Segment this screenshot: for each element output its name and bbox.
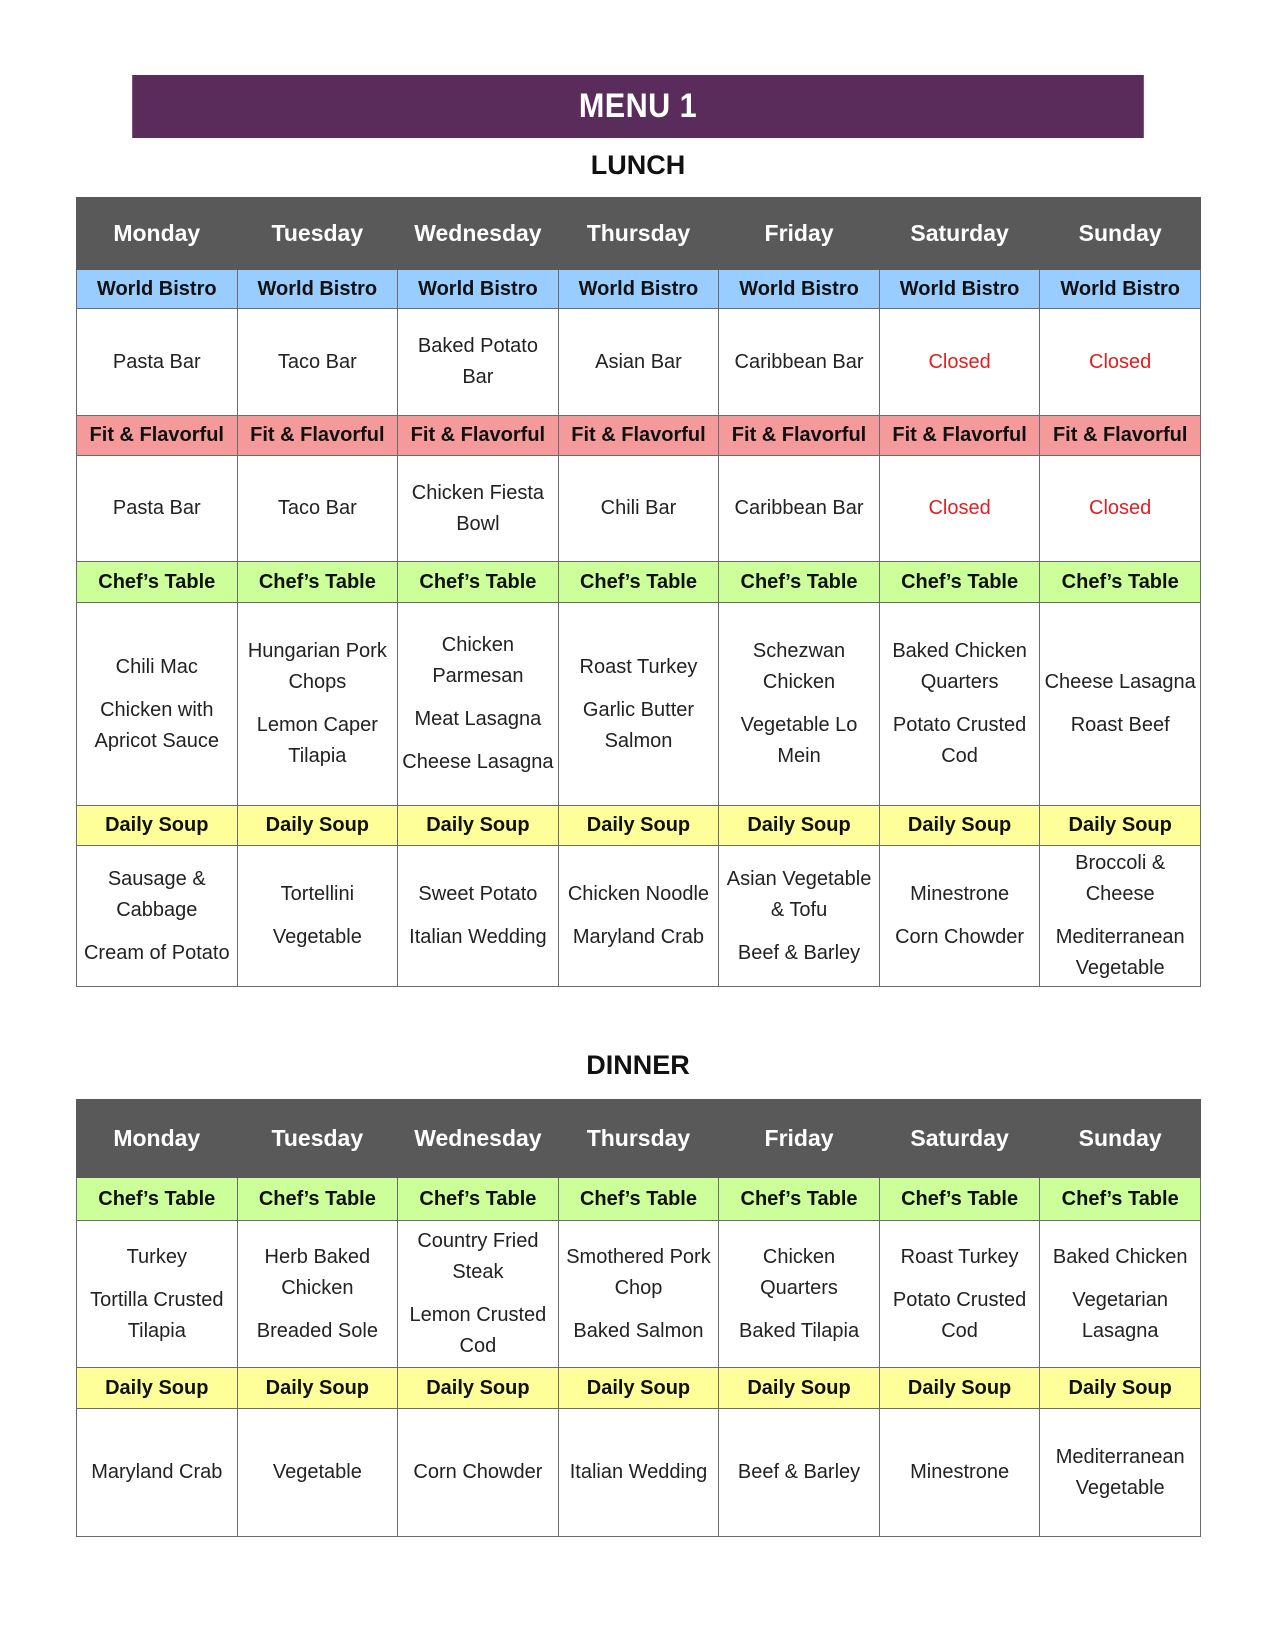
menu-item: Pasta Bar: [112, 497, 201, 519]
menu-item: Vegetable: [272, 1461, 362, 1483]
day-header-wednesday: Wednesday: [398, 1100, 559, 1178]
dinner-title: DINNER: [586, 1050, 690, 1080]
chef-cell-sunday: [1040, 603, 1201, 806]
chef-cell-friday: [719, 1221, 880, 1368]
menu-item: Caribbean Bar: [734, 350, 864, 373]
soup-label-friday: Daily Soup: [719, 1368, 880, 1409]
menu-item: Baked Salmon: [573, 1319, 704, 1342]
fit-cell-saturday: [879, 456, 1040, 562]
menu-title: MENU 1: [132, 75, 1144, 138]
menu-item: Schezwan Chicken: [752, 640, 846, 693]
menu-item: Chicken Noodle: [567, 883, 710, 905]
day-header-tuesday: Tuesday: [237, 198, 398, 270]
closed-label: Closed: [1089, 350, 1152, 373]
menu-item: Tortellini: [280, 883, 355, 905]
day-header-friday: Friday: [719, 1100, 880, 1178]
soup-label-saturday: Daily Soup: [879, 1368, 1040, 1409]
world-cell-friday: [719, 309, 880, 416]
chef-label-friday: Chef’s Table: [719, 562, 880, 603]
soup-label-sunday: Daily Soup: [1040, 806, 1201, 846]
soup-label-thursday: Daily Soup: [558, 806, 719, 846]
menu-item: Country Fried Steak: [417, 1230, 539, 1283]
chef-label-thursday: Chef’s Table: [558, 1178, 719, 1221]
dinner-soup-label-row: [77, 1368, 1201, 1409]
day-header-tuesday: Tuesday: [237, 1100, 398, 1178]
menu-item: Chicken Fiesta Bowl: [411, 481, 545, 535]
world-cell-wednesday: [398, 309, 559, 416]
menu-item: Vegetable Lo Mein: [740, 714, 858, 767]
menu-item: Mediterranean Vegetable: [1055, 926, 1185, 979]
menu-item: Chili Mac: [115, 655, 198, 678]
world-cell-saturday: [879, 309, 1040, 416]
lunch-chef-items-row: [77, 603, 1201, 806]
menu-item: Corn Chowder: [413, 1461, 543, 1483]
chef-label-saturday: Chef’s Table: [879, 562, 1040, 603]
soup-label-thursday: Daily Soup: [558, 1368, 719, 1409]
chef-label-sunday: Chef’s Table: [1040, 562, 1201, 603]
chef-cell-saturday: [879, 603, 1040, 806]
closed-label: Closed: [928, 497, 991, 519]
soup-cell-friday: [719, 1409, 880, 1537]
menu-item: Lemon Caper Tilapia: [256, 714, 378, 767]
fit-cell-sunday: [1040, 456, 1201, 562]
chef-label-monday: Chef’s Table: [77, 1178, 238, 1221]
closed-label: Closed: [1089, 497, 1152, 519]
soup-label-friday: Daily Soup: [719, 806, 880, 846]
lunch-table: [76, 197, 1201, 987]
chef-cell-tuesday: [237, 603, 398, 806]
fit-cell-tuesday: [237, 456, 398, 562]
menu-item: Meat Lasagna: [414, 708, 542, 730]
menu-item: Beef & Barley: [737, 1461, 861, 1483]
world-label-thursday: World Bistro: [558, 270, 719, 309]
menu-item: Taco Bar: [277, 350, 357, 373]
soup-cell-sunday: [1040, 1409, 1201, 1537]
menu-item: Mediterranean Vegetable: [1055, 1445, 1185, 1499]
chef-label-thursday: Chef’s Table: [558, 562, 719, 603]
day-header-wednesday: Wednesday: [398, 198, 559, 270]
chef-label-wednesday: Chef’s Table: [398, 1178, 559, 1221]
fit-cell-friday: [719, 456, 880, 562]
soup-cell-thursday: [558, 846, 719, 987]
menu-item: Minestrone: [910, 883, 1010, 905]
menu-item: Smothered Pork Chop: [566, 1245, 711, 1299]
lunch-world-label-row: [77, 270, 1201, 309]
dinner-chef-label-row: [77, 1178, 1201, 1221]
menu-item: Baked Potato Bar: [417, 335, 538, 388]
world-cell-tuesday: [237, 309, 398, 416]
menu-item: Herb Baked Chicken: [264, 1245, 371, 1299]
chef-cell-thursday: [558, 1221, 719, 1368]
dinner-table: [76, 1099, 1201, 1537]
lunch-soup-items-row: [77, 846, 1201, 987]
world-cell-thursday: [558, 309, 719, 416]
dinner-chef-items-row: [77, 1221, 1201, 1368]
menu-item: Broccoli & Cheese: [1075, 852, 1166, 905]
lunch-soup-label-row: [77, 806, 1201, 846]
fit-label-tuesday: Fit & Flavorful: [237, 416, 398, 456]
world-cell-sunday: [1040, 309, 1201, 416]
menu-item: Roast Turkey: [579, 655, 698, 678]
chef-cell-saturday: [879, 1221, 1040, 1368]
menu-item: Pasta Bar: [112, 350, 201, 373]
dinner-day-header-row: [77, 1100, 1201, 1178]
soup-label-tuesday: Daily Soup: [237, 1368, 398, 1409]
chef-cell-monday: [77, 603, 238, 806]
lunch-fit-label-row: [77, 416, 1201, 456]
lunch-world-items-row: [77, 309, 1201, 416]
day-header-sunday: Sunday: [1040, 1100, 1201, 1178]
chef-cell-friday: [719, 603, 880, 806]
menu-item: Baked Chicken Quarters: [892, 640, 1027, 693]
lunch-chef-label-row: [77, 562, 1201, 603]
fit-label-thursday: Fit & Flavorful: [558, 416, 719, 456]
menu-item: Italian Wedding: [409, 926, 547, 948]
menu-item: Minestrone: [910, 1461, 1010, 1483]
soup-cell-friday: [719, 846, 880, 987]
day-header-monday: Monday: [77, 1100, 238, 1178]
soup-cell-saturday: [879, 1409, 1040, 1537]
chef-label-tuesday: Chef’s Table: [237, 562, 398, 603]
fit-label-saturday: Fit & Flavorful: [879, 416, 1040, 456]
fit-label-sunday: Fit & Flavorful: [1040, 416, 1201, 456]
menu-item: Corn Chowder: [895, 926, 1025, 948]
day-header-monday: Monday: [77, 198, 238, 270]
closed-label: Closed: [928, 350, 991, 373]
chef-label-saturday: Chef’s Table: [879, 1178, 1040, 1221]
soup-cell-thursday: [558, 1409, 719, 1537]
day-header-sunday: Sunday: [1040, 198, 1201, 270]
soup-label-wednesday: Daily Soup: [398, 1368, 559, 1409]
menu-item: Potato Crusted Cod: [892, 714, 1027, 767]
menu-item: Taco Bar: [277, 497, 357, 519]
menu-item: Sausage & Cabbage: [107, 867, 206, 921]
menu-item: Cheese Lasagna: [1044, 671, 1196, 693]
dinner-soup-items-row: [77, 1409, 1201, 1537]
menu-item: Tortilla Crusted Tilapia: [90, 1288, 224, 1342]
soup-label-saturday: Daily Soup: [879, 806, 1040, 846]
day-header-saturday: Saturday: [879, 198, 1040, 270]
lunch-title: LUNCH: [590, 150, 686, 180]
menu-item: Vegetarian Lasagna: [1072, 1288, 1168, 1342]
fit-cell-thursday: [558, 456, 719, 562]
fit-cell-wednesday: [398, 456, 559, 562]
menu-item: Turkey: [126, 1245, 187, 1268]
soup-cell-sunday: [1040, 846, 1201, 987]
menu-item: Baked Chicken: [1052, 1245, 1188, 1268]
menu-item: Cream of Potato: [83, 941, 230, 964]
chef-cell-tuesday: [237, 1221, 398, 1368]
fit-cell-monday: [77, 456, 238, 562]
chef-cell-monday: [77, 1221, 238, 1368]
menu-item: Chicken with Apricot Sauce: [94, 698, 220, 752]
menu-item: Roast Turkey: [900, 1245, 1019, 1268]
menu-item: Lemon Crusted Cod: [409, 1304, 547, 1357]
chef-cell-wednesday: [398, 603, 559, 806]
menu-item: Chili Bar: [600, 497, 677, 519]
menu-item: Maryland Crab: [572, 926, 705, 948]
soup-cell-tuesday: [237, 846, 398, 987]
chef-label-monday: Chef’s Table: [77, 562, 238, 603]
menu-item: Italian Wedding: [569, 1461, 708, 1483]
fit-label-wednesday: Fit & Flavorful: [398, 416, 559, 456]
menu-item: Asian Bar: [595, 350, 682, 373]
world-label-monday: World Bistro: [77, 270, 238, 309]
menu-item: Baked Tilapia: [738, 1319, 860, 1342]
world-label-tuesday: World Bistro: [237, 270, 398, 309]
menu-item: Chicken Parmesan: [432, 634, 524, 687]
menu-item: Garlic Butter Salmon: [582, 698, 695, 752]
chef-cell-thursday: [558, 603, 719, 806]
menu-item: Potato Crusted Cod: [892, 1288, 1027, 1342]
menu-item: Sweet Potato: [418, 883, 538, 905]
menu-item: Maryland Crab: [91, 1461, 223, 1483]
fit-label-friday: Fit & Flavorful: [719, 416, 880, 456]
soup-cell-tuesday: [237, 1409, 398, 1537]
soup-cell-wednesday: [398, 1409, 559, 1537]
menu-item: Vegetable: [272, 926, 362, 948]
menu-item: Hungarian Pork Chops: [247, 640, 387, 693]
world-label-sunday: World Bistro: [1040, 270, 1201, 309]
soup-cell-wednesday: [398, 846, 559, 987]
chef-label-wednesday: Chef’s Table: [398, 562, 559, 603]
soup-cell-saturday: [879, 846, 1040, 987]
menu-item: Roast Beef: [1070, 714, 1170, 736]
menu-item: Beef & Barley: [737, 941, 861, 964]
chef-label-tuesday: Chef’s Table: [237, 1178, 398, 1221]
fit-label-monday: Fit & Flavorful: [77, 416, 238, 456]
soup-label-monday: Daily Soup: [77, 806, 238, 846]
chef-cell-sunday: [1040, 1221, 1201, 1368]
lunch-fit-items-row: [77, 456, 1201, 562]
world-label-saturday: World Bistro: [879, 270, 1040, 309]
menu-item: Breaded Sole: [256, 1319, 378, 1342]
chef-label-friday: Chef’s Table: [719, 1178, 880, 1221]
menu-item: Chicken Quarters: [760, 1245, 838, 1299]
menu-item: Asian Vegetable & Tofu: [726, 867, 872, 921]
menu-item: Cheese Lasagna: [402, 751, 554, 773]
day-header-thursday: Thursday: [558, 1100, 719, 1178]
day-header-friday: Friday: [719, 198, 880, 270]
soup-cell-monday: [77, 1409, 238, 1537]
day-header-thursday: Thursday: [558, 198, 719, 270]
world-label-friday: World Bistro: [719, 270, 880, 309]
chef-cell-wednesday: [398, 1221, 559, 1368]
chef-label-sunday: Chef’s Table: [1040, 1178, 1201, 1221]
soup-cell-monday: [77, 846, 238, 987]
soup-label-tuesday: Daily Soup: [237, 806, 398, 846]
soup-label-monday: Daily Soup: [77, 1368, 238, 1409]
soup-label-sunday: Daily Soup: [1040, 1368, 1201, 1409]
world-cell-monday: [77, 309, 238, 416]
soup-label-wednesday: Daily Soup: [398, 806, 559, 846]
menu-item: Caribbean Bar: [734, 497, 864, 519]
day-header-saturday: Saturday: [879, 1100, 1040, 1178]
world-label-wednesday: World Bistro: [398, 270, 559, 309]
lunch-day-header-row: [77, 198, 1201, 270]
